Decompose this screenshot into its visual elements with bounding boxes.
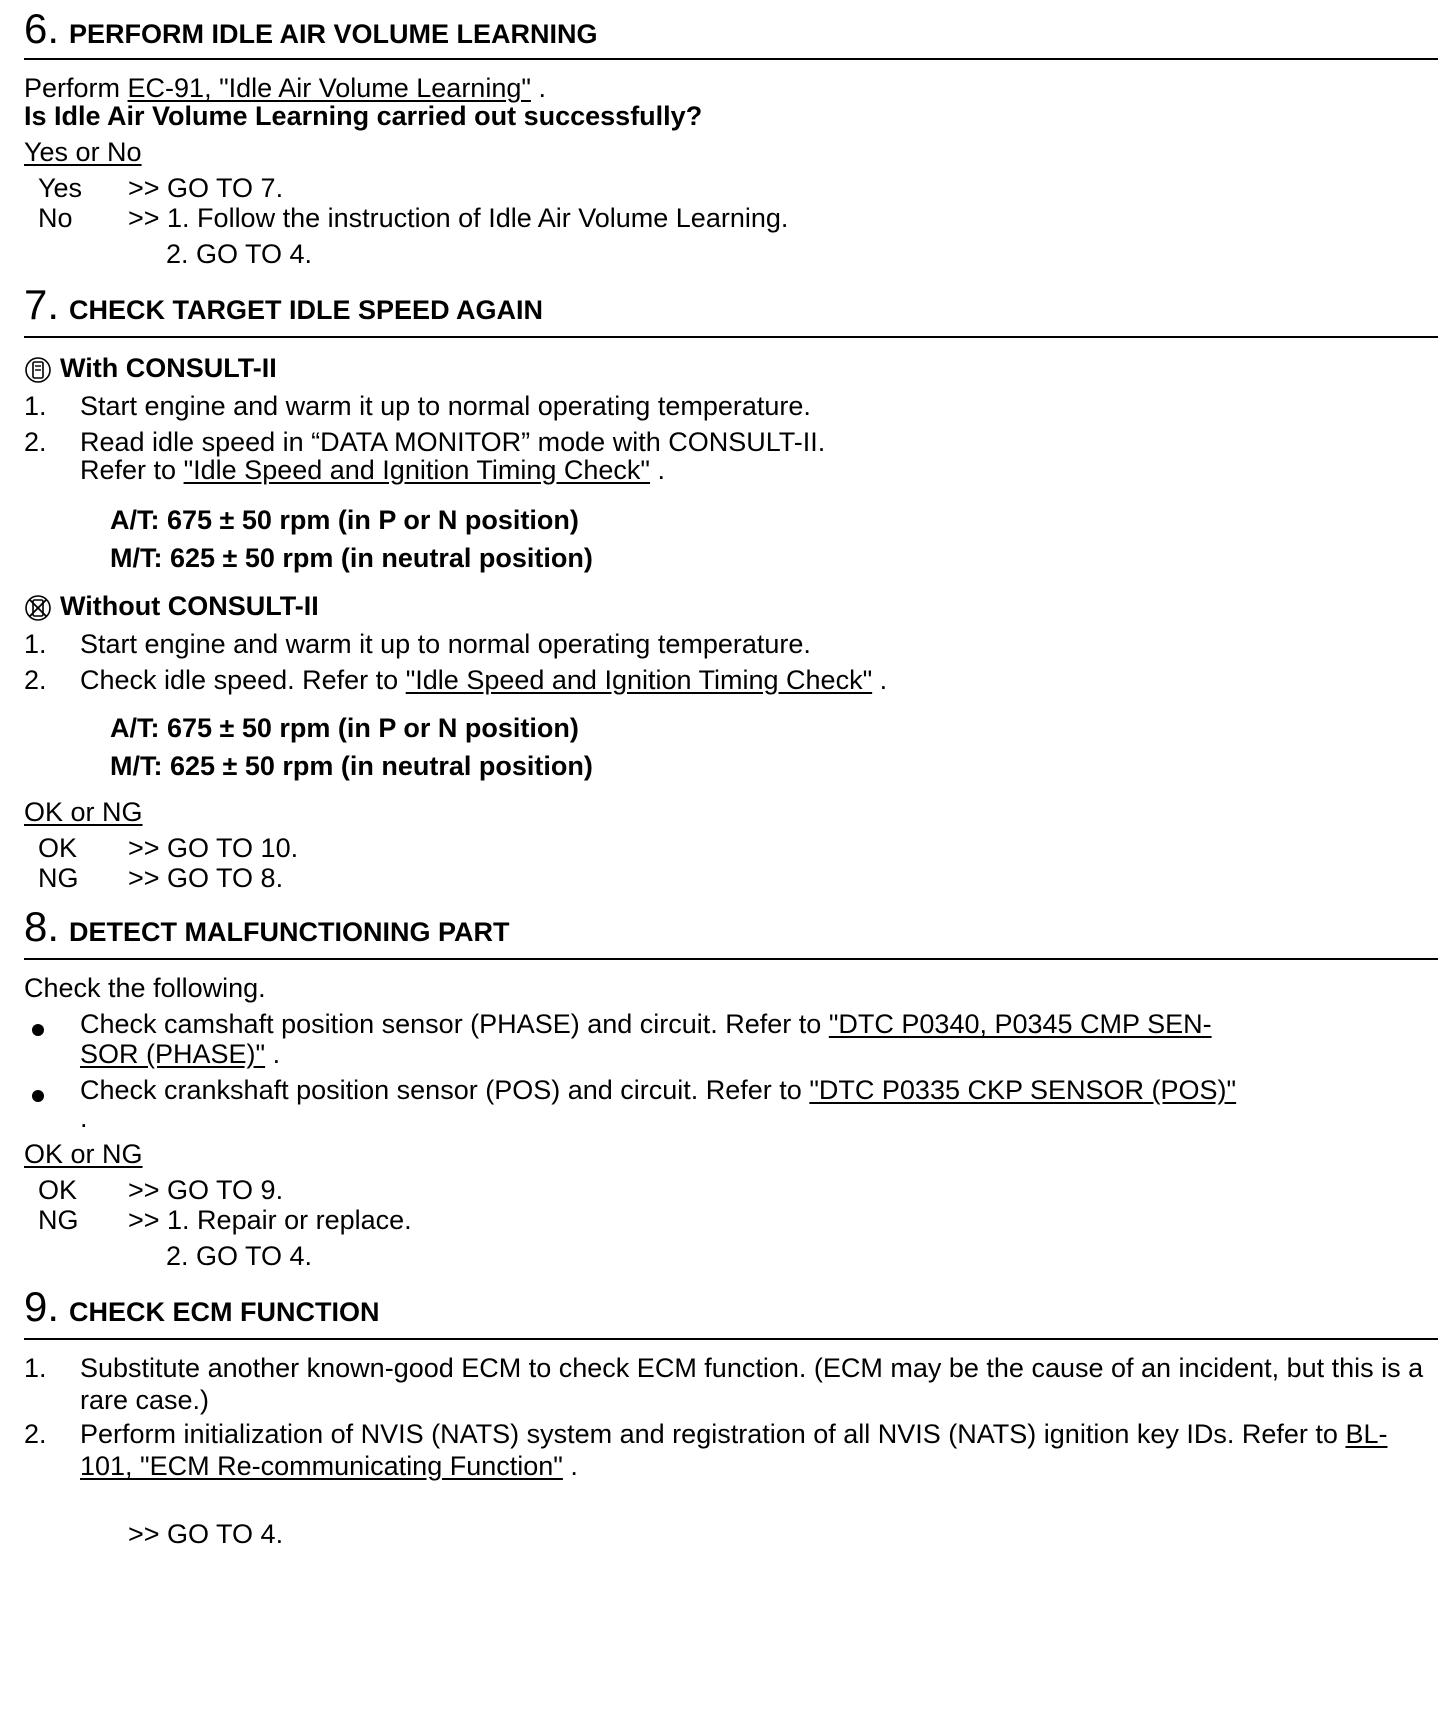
list-number: 1. (24, 391, 47, 421)
answer-ng-action-2: 2. GO TO 4. (166, 1241, 313, 1271)
list-item: Start engine and warm it up to normal operating temperature. (80, 629, 811, 659)
list-number: 1. (24, 629, 47, 659)
answer-no-label: No (38, 203, 73, 233)
spec-at: A/T: 675 ± 50 rpm (in P or N position) (110, 505, 579, 535)
list-number: 1. (24, 1353, 47, 1383)
answer-ng-label: NG (38, 863, 79, 893)
answer-ok-action: >> GO TO 9. (128, 1175, 284, 1205)
answer-ok-label: OK (38, 1175, 78, 1205)
intro-text: Check the following. (24, 973, 266, 1003)
link-bl-101[interactable]: BL-101, "ECM Re-communicating Function" (80, 1419, 1388, 1481)
divider (24, 958, 1438, 960)
step-number: 6. (24, 5, 60, 52)
step-7-heading (24, 282, 543, 328)
answer-ng-label: NG (38, 1205, 79, 1235)
no-consult-tool-icon (24, 594, 52, 622)
list-item: Check crankshaft position sensor (POS) and circuit. Refer to "DTC P0335 CKP SENSOR (POS)" (80, 1075, 1237, 1105)
consult-tool-icon (24, 356, 52, 384)
step-number: 8. (24, 903, 60, 950)
perform-line: Perform EC-91, "Idle Air Volume Learning" . (24, 73, 546, 103)
list-number: 2. (24, 1419, 47, 1449)
list-item-cont: SOR (PHASE)" . (80, 1039, 281, 1069)
answer-ng-action: >> GO TO 8. (128, 863, 284, 893)
list-item: Start engine and warm it up to normal operating temperature. (80, 391, 811, 421)
final-action: >> GO TO 4. (128, 1519, 284, 1549)
answer-no-action-2: 2. GO TO 4. (166, 239, 313, 269)
choice-label: Yes or No (24, 137, 142, 167)
divider (24, 58, 1438, 60)
step-number: 7. (24, 281, 60, 328)
list-item: Perform initialization of NVIS (NATS) system and registration of all NVIS (NATS) ignition key IDs. Refer to BL-101, "ECM Re-communicating Function" . (80, 1419, 1388, 1481)
choice-label: OK or NG (24, 1139, 143, 1169)
list-item: Check camshaft position sensor (PHASE) and circuit. Refer to "DTC P0340, P0345 CMP SEN- (80, 1009, 1212, 1039)
list-number: 2. (24, 665, 47, 695)
answer-ok-label: OK (38, 833, 78, 863)
choice-label: OK or NG (24, 797, 143, 827)
answer-yes-action: >> GO TO 7. (128, 173, 284, 203)
answer-ok-action: >> GO TO 10. (128, 833, 299, 863)
divider (24, 1338, 1438, 1340)
link-idle-speed-check[interactable]: "Idle Speed and Ignition Timing Check" (183, 455, 651, 485)
list-item: Read idle speed in “DATA MONITOR” mode with CONSULT-II. (80, 427, 826, 457)
spec-mt: M/T: 625 ± 50 rpm (in neutral position) (110, 751, 593, 781)
list-item-cont: . (80, 1103, 88, 1133)
answer-no-action: >> 1. Follow the instruction of Idle Air Volume Learning. (128, 203, 789, 233)
spec-at: A/T: 675 ± 50 rpm (in P or N position) (110, 713, 579, 743)
step-title: CHECK ECM FUNCTION (69, 1297, 380, 1327)
step-title: CHECK TARGET IDLE SPEED AGAIN (69, 295, 544, 325)
step-number: 9. (24, 1283, 60, 1330)
bullet-icon (32, 1090, 44, 1102)
step-title: DETECT MALFUNCTIONING PART (69, 917, 510, 947)
link-dtc-p0340[interactable]: "DTC P0340, P0345 CMP SEN- (828, 1009, 1212, 1039)
divider (24, 336, 1438, 338)
question: Is Idle Air Volume Learning carried out successfully? (24, 101, 703, 131)
refer-line: Refer to "Idle Speed and Ignition Timing Check" . (80, 455, 666, 485)
with-consult-heading: With CONSULT-II (60, 353, 277, 383)
step-title: PERFORM IDLE AIR VOLUME LEARNING (69, 19, 598, 49)
answer-yes-label: Yes (38, 173, 83, 203)
answer-ng-action: >> 1. Repair or replace. (128, 1205, 412, 1235)
link-dtc-p0340-cont[interactable]: SOR (PHASE)" (80, 1039, 266, 1069)
list-item: Check idle speed. Refer to "Idle Speed and Ignition Timing Check" . (80, 665, 888, 695)
link-idle-speed-check[interactable]: "Idle Speed and Ignition Timing Check" (405, 665, 873, 695)
step-6-heading (24, 6, 598, 52)
list-number: 2. (24, 427, 47, 457)
link-idle-air-volume-learning[interactable]: EC-91, "Idle Air Volume Learning" (127, 73, 531, 103)
link-dtc-p0335[interactable]: "DTC P0335 CKP SENSOR (POS)" (809, 1075, 1237, 1105)
bullet-icon (32, 1024, 44, 1036)
spec-mt: M/T: 625 ± 50 rpm (in neutral position) (110, 543, 593, 573)
step-9-heading (24, 1284, 380, 1330)
list-item: Substitute another known-good ECM to check ECM function. (ECM may be the cause of an incident, but this is a rare case.) (80, 1353, 1424, 1415)
step-8-heading (24, 904, 510, 950)
without-consult-heading: Without CONSULT-II (60, 591, 319, 621)
